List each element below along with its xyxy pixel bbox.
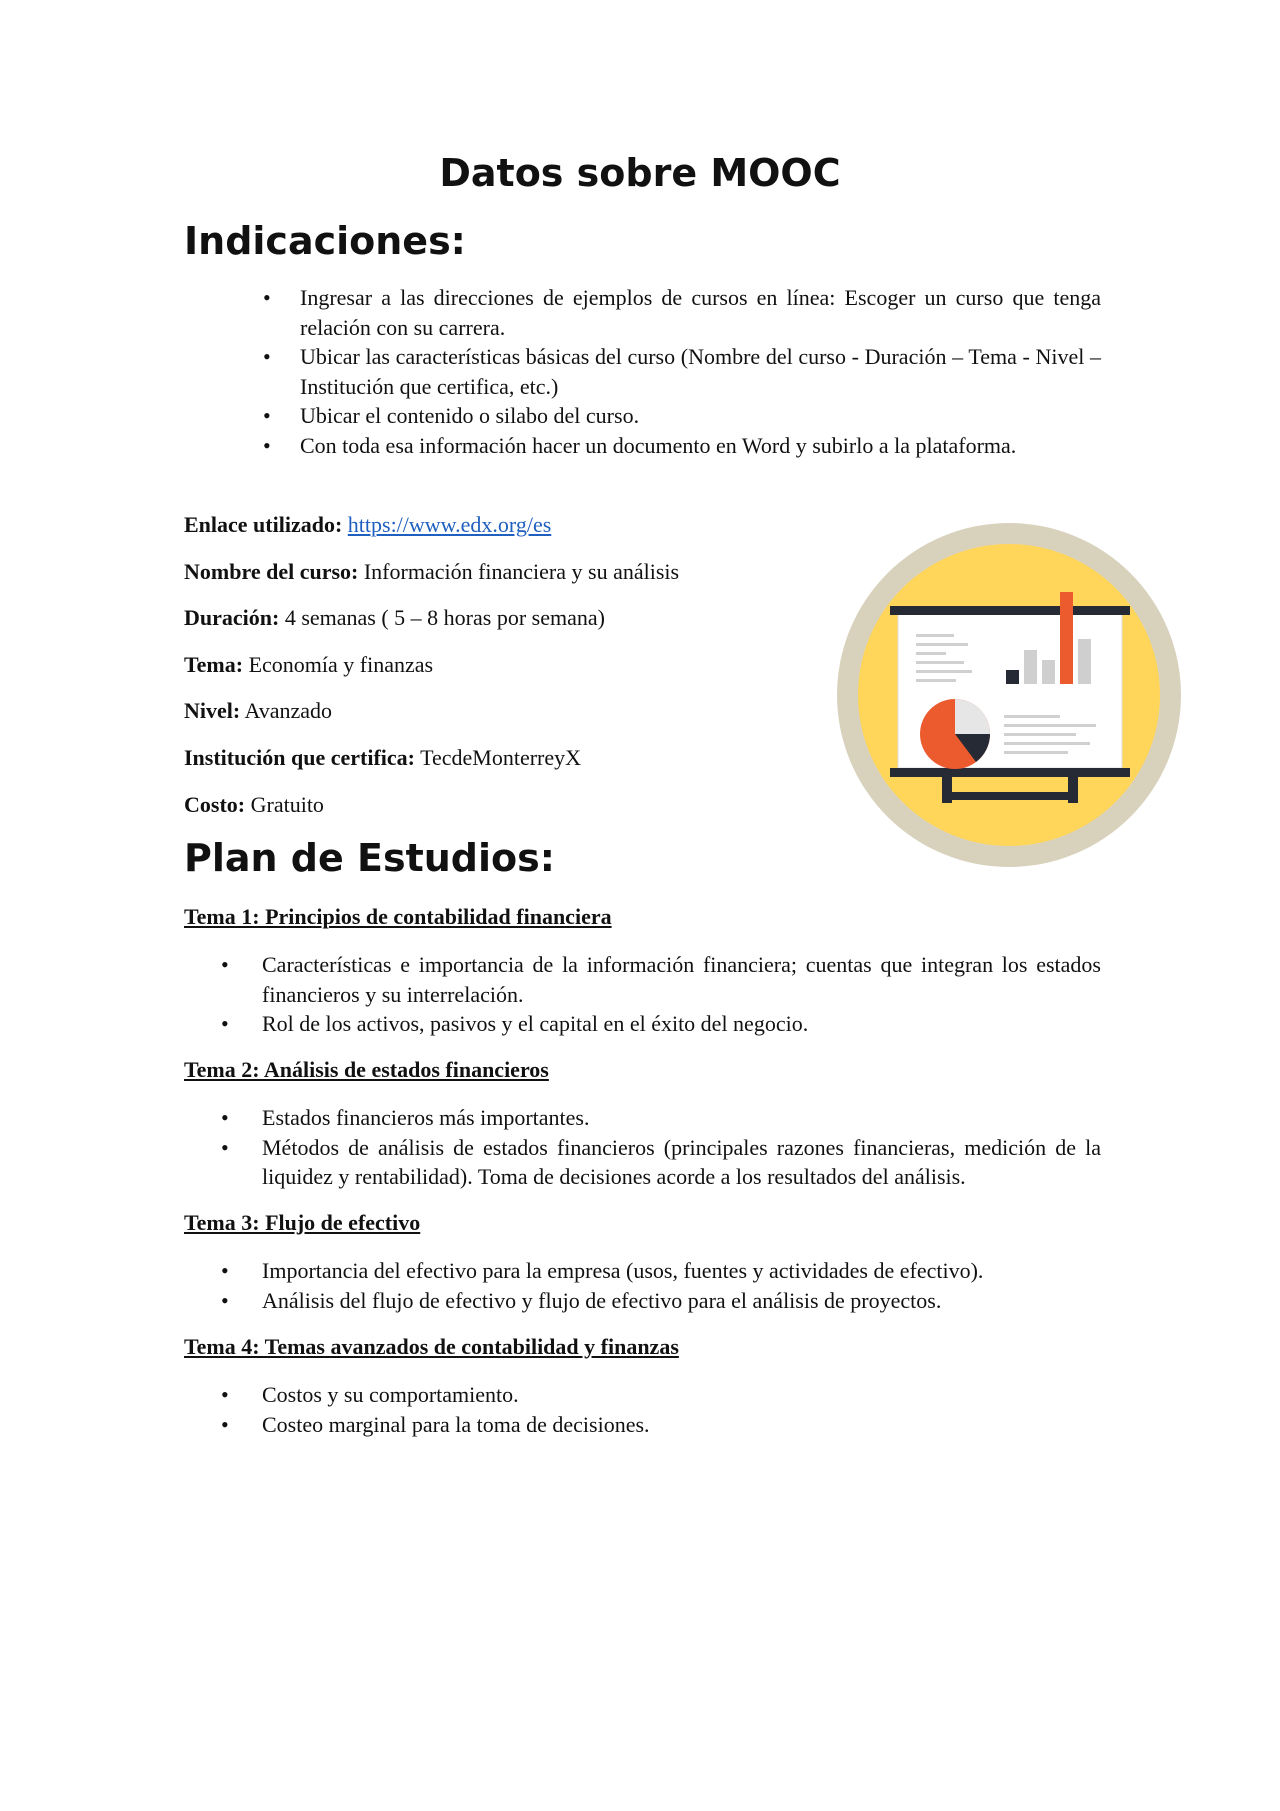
institucion-value: TecdeMonterreyX <box>420 745 582 770</box>
duracion-value: 4 semanas ( 5 – 8 horas por semana) <box>284 605 605 630</box>
list-item: • Características e importancia de la información financiera; cuentas que integran los estados financieros y su interrelación. <box>221 952 1101 1007</box>
bullet-icon: • <box>263 285 271 310</box>
institucion-field <box>184 743 581 773</box>
tema-2-list <box>184 1103 1101 1192</box>
nivel-label: Nivel: <box>184 698 241 723</box>
indicaciones-list <box>184 283 1101 460</box>
tema-4-title: Tema 4: Temas avanzados de contabilidad y finanzas <box>184 1334 679 1359</box>
tema-2-title: Tema 2: Análisis de estados financieros <box>184 1057 549 1082</box>
list-item: • Costos y su comportamiento. <box>184 1380 1101 1410</box>
bullet-icon: • <box>221 952 229 977</box>
indicaciones-heading: Indicaciones: <box>184 219 466 263</box>
bullet-icon: • <box>221 1382 229 1407</box>
enlace-field <box>184 510 551 540</box>
document-title: Datos sobre MOOC <box>439 151 841 195</box>
plan-heading: Plan de Estudios: <box>184 836 555 880</box>
duracion-field <box>184 603 605 633</box>
list-item: • Ubicar el contenido o silabo del curso. <box>184 401 1101 431</box>
bullet-icon: • <box>263 403 271 428</box>
list-item: • Métodos de análisis de estados financieros (principales razones financieras, medición de la liquidez y rentabilidad). Toma de decisiones acorde a los resultados del análisis. <box>221 1134 1101 1189</box>
bullet-icon: • <box>263 344 271 369</box>
tema-3-list <box>184 1256 1101 1315</box>
bullet-icon: • <box>221 1011 229 1036</box>
list-item: • Importancia del efectivo para la empresa (usos, fuentes y actividades de efectivo). <box>184 1256 1101 1286</box>
tema-3-title: Tema 3: Flujo de efectivo <box>184 1210 421 1235</box>
tema-value: Economía y finanzas <box>248 652 434 677</box>
nombre-field <box>184 557 679 587</box>
enlace-link[interactable]: https://www.edx.org/es <box>347 512 552 537</box>
list-item: • Con toda esa información hacer un documento en Word y subirlo a la plataforma. <box>184 431 1101 461</box>
list-item: • Rol de los activos, pasivos y el capital en el éxito del negocio. <box>184 1009 1101 1039</box>
bullet-icon: • <box>221 1411 229 1437</box>
institucion-label: Institución que certifica: <box>184 745 415 770</box>
list-item: • Costeo marginal para la toma de decisiones. <box>184 1410 1101 1440</box>
bullet-icon: • <box>263 432 271 458</box>
bullet-icon: • <box>221 1258 229 1283</box>
nombre-value: Información financiera y su análisis <box>363 559 680 584</box>
tema-1-list <box>184 950 1101 1039</box>
costo-field <box>184 790 324 820</box>
tema-4-list <box>184 1380 1101 1439</box>
nombre-label: Nombre del curso: <box>184 559 359 584</box>
costo-value: Gratuito <box>250 792 324 817</box>
bullet-icon: • <box>221 1134 229 1160</box>
duracion-label: Duración: <box>184 605 280 630</box>
tema-field <box>184 650 433 680</box>
list-item: • Análisis del flujo de efectivo y flujo de efectivo para el análisis de proyectos. <box>184 1286 1101 1316</box>
nivel-value: Avanzado <box>244 698 333 723</box>
costo-label: Costo: <box>184 792 246 817</box>
enlace-label: Enlace utilizado: <box>184 512 343 537</box>
presentation-board-icon <box>836 522 1182 868</box>
bullet-icon: • <box>221 1287 229 1313</box>
list-item: • Ubicar las características básicas del curso (Nombre del curso - Duración – Tema - Nivel – Institución que certifica, etc.) <box>263 344 1101 399</box>
nivel-field <box>184 696 332 726</box>
bullet-icon: • <box>221 1105 229 1130</box>
list-item: • Ingresar a las direcciones de ejemplos de cursos en línea: Escoger un curso que tenga relación con su carrera. <box>263 285 1101 340</box>
tema-label: Tema: <box>184 652 244 677</box>
tema-1-title: Tema 1: Principios de contabilidad financiera <box>184 904 612 929</box>
list-item: • Estados financieros más importantes. <box>184 1103 1101 1133</box>
